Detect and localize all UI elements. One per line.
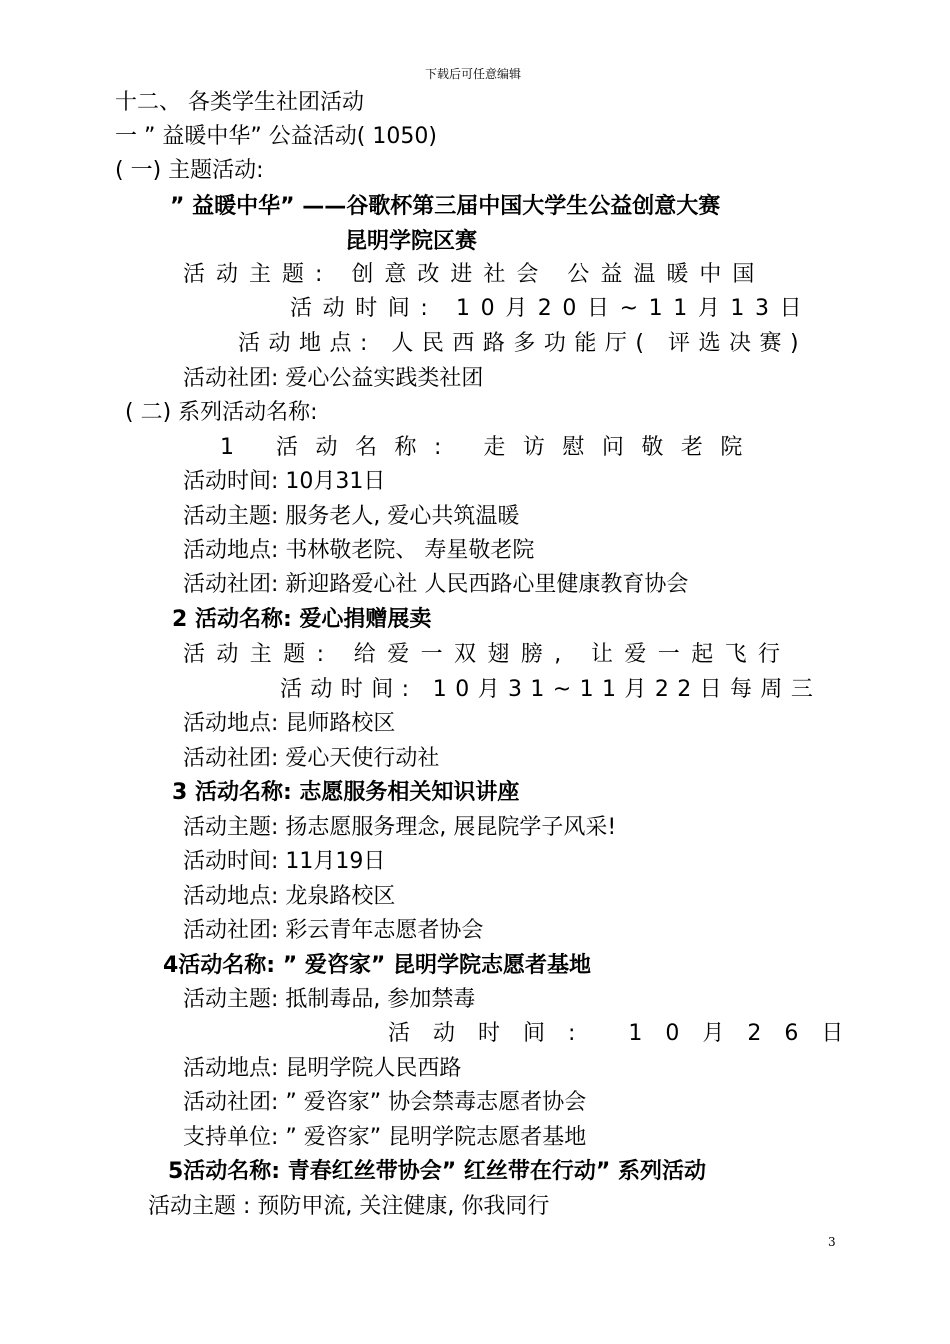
activity1-theme: 活动主题: 服务老人, 爱心共筑温暖 bbox=[183, 504, 520, 529]
page-number: 3 bbox=[828, 1235, 836, 1249]
activity1-club: 活动社团: 新迎路爱心社 人民西路心里健康教育协会 bbox=[183, 572, 689, 597]
activity2-location: 活动地点: 昆师路校区 bbox=[183, 711, 396, 736]
theme-text: 活动主题: 创意改进社会 公益温暖中国 bbox=[183, 262, 766, 287]
activity3-time: 活动时间: 11月19日 bbox=[183, 849, 386, 874]
club-line: 活动社团: 爱心公益实践类社团 bbox=[183, 366, 484, 391]
event-title-line1: ” 益暖中华” ——谷歌杯第三届中国大学生公益创意大赛 bbox=[170, 194, 721, 219]
activity5-theme: 活动主题 : 预防甲流, 关注健康, 你我同行 bbox=[148, 1194, 550, 1219]
activity3-club: 活动社团: 彩云青年志愿者协会 bbox=[183, 918, 484, 943]
activity5-name: 5活动名称: 青春红丝带协会” 红丝带在行动” 系列活动 bbox=[168, 1159, 707, 1184]
activity2-name: 2 活动名称: 爱心捐赠展卖 bbox=[172, 607, 432, 632]
activity4-location: 活动地点: 昆明学院人民西路 bbox=[183, 1056, 462, 1081]
section-heading: 十二、 各类学生社团活动 bbox=[115, 90, 364, 115]
activity1-name: 1 活动名称: 走访慰问敬老院 bbox=[220, 435, 760, 460]
activity4-theme: 活动主题: 抵制毒品, 参加禁毒 bbox=[183, 987, 476, 1012]
activity4-name: 4活动名称: ” 爱咨家” 昆明学院志愿者基地 bbox=[163, 953, 592, 978]
activity4-support: 支持单位: ” 爱咨家” 昆明学院志愿者基地 bbox=[183, 1125, 587, 1150]
activity1-time: 活动时间: 10月31日 bbox=[183, 469, 386, 494]
page-header: 下载后可任意编辑 bbox=[425, 67, 522, 81]
activity1-location: 活动地点: 书林敬老院、 寿星敬老院 bbox=[183, 538, 535, 563]
time-line: 活动时间: 10月20日~11月13日 bbox=[290, 296, 813, 321]
series-heading: ( 二) 系列活动名称: bbox=[125, 400, 318, 425]
event-title-line2: 昆明学院区赛 bbox=[345, 229, 478, 254]
activity3-theme: 活动主题: 扬志愿服务理念, 展昆院学子风采! bbox=[183, 815, 617, 840]
theme-line bbox=[183, 264, 847, 286]
activity4-club: 活动社团: ” 爱咨家” 协会禁毒志愿者协会 bbox=[183, 1090, 587, 1115]
activity3-name: 3 活动名称: 志愿服务相关知识讲座 bbox=[172, 780, 520, 805]
activity3-location: 活动地点: 龙泉路校区 bbox=[183, 884, 396, 909]
activity4-time: 活动时间: 10月26日 bbox=[388, 1021, 867, 1046]
theme-activity-heading: ( 一) 主题活动: bbox=[115, 158, 264, 183]
activity2-time: 活动时间: 10月31~11月22日每周三 bbox=[280, 677, 822, 702]
activity2-club: 活动社团: 爱心天使行动社 bbox=[183, 746, 440, 771]
subsection-heading: 一 ” 益暖中华” 公益活动( 1050) bbox=[115, 124, 437, 149]
location-line: 活动地点: 人民西路多功能厅( 评选决赛) bbox=[238, 331, 808, 356]
activity2-theme: 活动主题: 给爱一双翅膀, 让爱一起飞行 bbox=[183, 642, 792, 667]
